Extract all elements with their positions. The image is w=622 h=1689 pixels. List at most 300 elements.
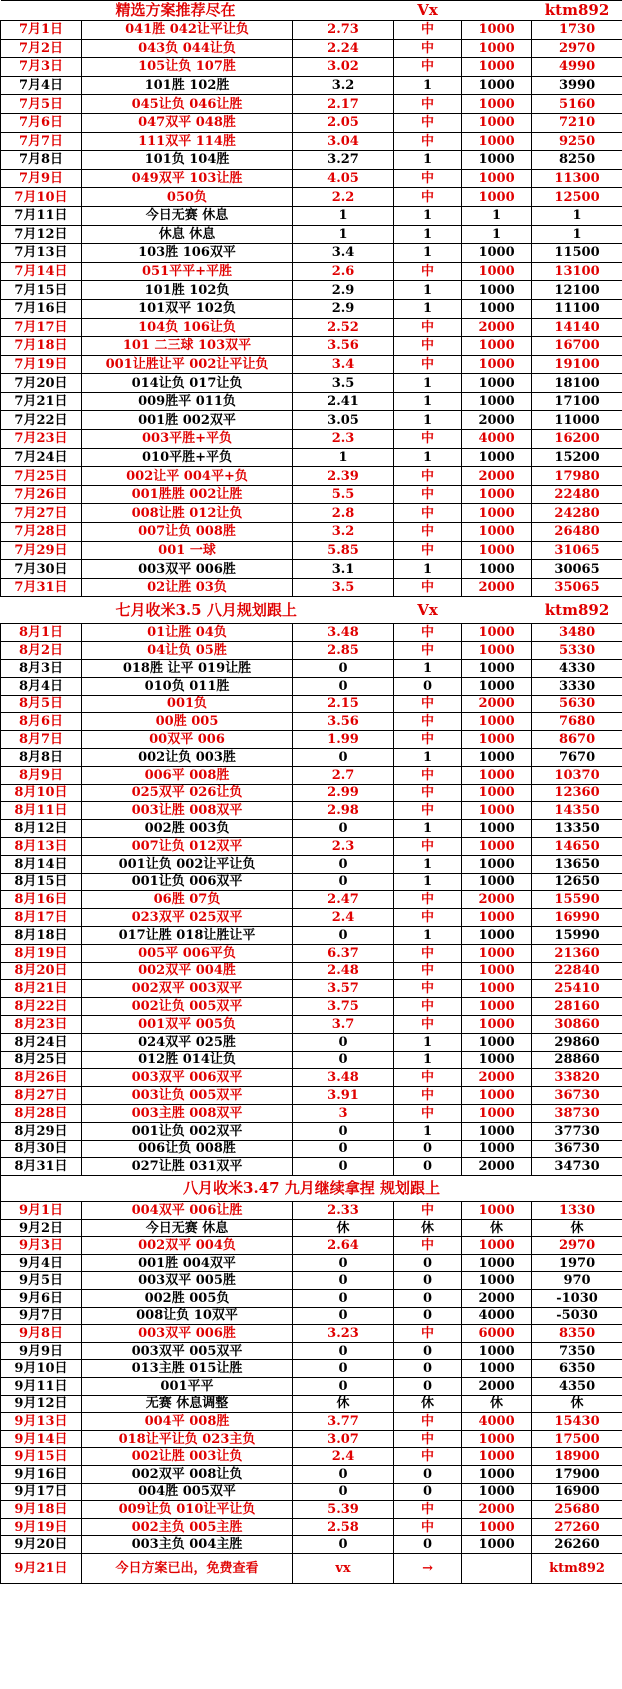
date-cell: 8月27日 <box>1 1087 82 1105</box>
stake-cell: 1000 <box>462 998 532 1016</box>
total-cell: 7210 <box>532 113 622 132</box>
odds-cell: 2.52 <box>293 318 394 337</box>
table-row <box>1 188 622 207</box>
stake-cell: 1000 <box>462 873 532 891</box>
date-cell: 7月4日 <box>1 76 82 95</box>
odds-cell: 0 <box>293 1254 394 1272</box>
stake-cell: 4000 <box>462 1413 532 1431</box>
table-row <box>1 909 622 927</box>
header-title: 八月收米3.47 九月继续拿捏 规划跟上 <box>1 1176 622 1202</box>
header-id: ktm892 <box>532 597 622 624</box>
odds-cell: 0 <box>293 1342 394 1360</box>
stake-cell: 1000 <box>462 113 532 132</box>
date-cell: 8月30日 <box>1 1140 82 1158</box>
total-cell: 14350 <box>532 802 622 820</box>
result-cell: 休 <box>394 1395 462 1413</box>
odds-cell: 3.5 <box>293 578 394 597</box>
stake-cell: 1000 <box>462 21 532 40</box>
pick-cell: 01让胜 04负 <box>82 624 293 642</box>
table-row <box>1 1413 622 1431</box>
date-cell: 9月2日 <box>1 1219 82 1237</box>
odds-cell: 0 <box>293 1158 394 1176</box>
total-cell: 10370 <box>532 766 622 784</box>
stake-cell: 1000 <box>462 1122 532 1140</box>
pick-cell: 047双平 048胜 <box>82 113 293 132</box>
table-row <box>1 802 622 820</box>
stake-cell: 1000 <box>462 926 532 944</box>
pick-cell: 002双平 008让负 <box>82 1466 293 1484</box>
date-cell: 8月23日 <box>1 1015 82 1033</box>
result-cell: 中 <box>394 541 462 560</box>
date-cell: 8月7日 <box>1 731 82 749</box>
table-row <box>1 1087 622 1105</box>
total-cell: 6350 <box>532 1360 622 1378</box>
odds-cell: 2.3 <box>293 837 394 855</box>
total-cell: 36730 <box>532 1087 622 1105</box>
result-cell: 中 <box>394 95 462 114</box>
pick-cell: 007让负 012双平 <box>82 837 293 855</box>
odds-cell: 0 <box>293 1466 394 1484</box>
date-cell: 8月16日 <box>1 891 82 909</box>
total-cell: 15200 <box>532 448 622 467</box>
result-cell: 中 <box>394 1015 462 1033</box>
stake-cell: 1000 <box>462 784 532 802</box>
table-row <box>1 1158 622 1176</box>
pick-cell: 001胜 002双平 <box>82 411 293 430</box>
total-cell: 15990 <box>532 926 622 944</box>
result-cell: 中 <box>394 1430 462 1448</box>
date-cell: 8月4日 <box>1 677 82 695</box>
date-cell: 7月7日 <box>1 132 82 151</box>
stake-cell: 1000 <box>462 299 532 318</box>
result-cell: 1 <box>394 448 462 467</box>
odds-cell: 5.5 <box>293 485 394 504</box>
odds-cell: 3.07 <box>293 1430 394 1448</box>
pick-cell: 001双平 005负 <box>82 1015 293 1033</box>
stake-cell: 2000 <box>462 1158 532 1176</box>
stake-cell: 1000 <box>462 132 532 151</box>
result-cell: 中 <box>394 980 462 998</box>
pick-cell: 004双平 006让胜 <box>82 1202 293 1220</box>
result-cell: 0 <box>394 1307 462 1325</box>
total-cell: 19100 <box>532 355 622 374</box>
stake-cell: 2000 <box>462 578 532 597</box>
odds-cell: 0 <box>293 873 394 891</box>
pick-cell: 02让胜 03负 <box>82 578 293 597</box>
pick-cell: 006让负 008胜 <box>82 1140 293 1158</box>
result-cell: 中 <box>394 39 462 58</box>
total-cell: -5030 <box>532 1307 622 1325</box>
stake-cell: 1 <box>462 225 532 244</box>
table-row <box>1 962 622 980</box>
total-cell: 18900 <box>532 1448 622 1466</box>
date-cell: 9月21日 <box>1 1553 82 1583</box>
date-cell: 9月9日 <box>1 1342 82 1360</box>
date-cell: 8月1日 <box>1 624 82 642</box>
stake-cell: 1000 <box>462 76 532 95</box>
result-cell: 中 <box>394 802 462 820</box>
total-cell: 16700 <box>532 337 622 356</box>
footer-row <box>1 1553 622 1583</box>
result-cell: 中 <box>394 1501 462 1519</box>
result-cell: 1 <box>394 926 462 944</box>
result-cell: 休 <box>394 1219 462 1237</box>
pick-cell: 004平 008胜 <box>82 1413 293 1431</box>
result-cell: 0 <box>394 1360 462 1378</box>
pick-cell: 003让胜 008双平 <box>82 802 293 820</box>
date-cell: 9月1日 <box>1 1202 82 1220</box>
total-cell: 14650 <box>532 837 622 855</box>
stake-cell: 1000 <box>462 1104 532 1122</box>
date-cell: 7月28日 <box>1 523 82 542</box>
odds-cell: 2.48 <box>293 962 394 980</box>
odds-cell: 2.39 <box>293 467 394 486</box>
odds-cell: 3.48 <box>293 1069 394 1087</box>
stake-cell: 1000 <box>462 169 532 188</box>
odds-cell: 0 <box>293 1140 394 1158</box>
date-cell: 7月20日 <box>1 374 82 393</box>
pick-cell: 023双平 025双平 <box>82 909 293 927</box>
odds-cell: 2.9 <box>293 281 394 300</box>
total-cell: 18100 <box>532 374 622 393</box>
result-cell: 中 <box>394 188 462 207</box>
result-cell: 1 <box>394 299 462 318</box>
pick-cell: 休息 休息 <box>82 225 293 244</box>
section-header <box>1 1 622 21</box>
result-cell: 中 <box>394 1448 462 1466</box>
stake-cell: 1000 <box>462 448 532 467</box>
table-row <box>1 1395 622 1413</box>
odds-cell: 2.47 <box>293 891 394 909</box>
odds-cell: 3.91 <box>293 1087 394 1105</box>
date-cell: 7月16日 <box>1 299 82 318</box>
total-cell: 11100 <box>532 299 622 318</box>
odds-cell: 1.99 <box>293 731 394 749</box>
date-cell: 9月15日 <box>1 1448 82 1466</box>
stake-cell: 6000 <box>462 1325 532 1343</box>
pick-cell: 010平胜+平负 <box>82 448 293 467</box>
odds-cell: 0 <box>293 1272 394 1290</box>
date-cell: 8月10日 <box>1 784 82 802</box>
total-cell: 30065 <box>532 560 622 579</box>
total-cell: 17500 <box>532 1430 622 1448</box>
total-cell: 休 <box>532 1395 622 1413</box>
table-row <box>1 374 622 393</box>
stake-cell: 2000 <box>462 695 532 713</box>
stake-cell: 休 <box>462 1219 532 1237</box>
odds-cell: 3.56 <box>293 713 394 731</box>
table-row <box>1 1307 622 1325</box>
total-cell: 9250 <box>532 132 622 151</box>
pick-cell: 001让负 002双平 <box>82 1122 293 1140</box>
table-row <box>1 39 622 58</box>
result-cell: 中 <box>394 485 462 504</box>
result-cell: 中 <box>394 784 462 802</box>
result-cell: 中 <box>394 1518 462 1536</box>
stake-cell: 1000 <box>462 624 532 642</box>
pick-cell: 001让负 002让平让负 <box>82 855 293 873</box>
date-cell: 9月3日 <box>1 1237 82 1255</box>
odds-cell: 5.39 <box>293 1501 394 1519</box>
result-cell: 0 <box>394 1140 462 1158</box>
table-row <box>1 1466 622 1484</box>
vx-cell: vx <box>293 1553 394 1583</box>
total-cell: 5330 <box>532 642 622 660</box>
pick-cell: 041胜 042让平让负 <box>82 21 293 40</box>
result-cell: 中 <box>394 523 462 542</box>
result-cell: 1 <box>394 411 462 430</box>
table-row <box>1 151 622 170</box>
pick-cell: 105让负 107胜 <box>82 58 293 77</box>
odds-cell: 0 <box>293 1122 394 1140</box>
pick-cell: 001让负 006双平 <box>82 873 293 891</box>
result-cell: 中 <box>394 113 462 132</box>
table-row <box>1 944 622 962</box>
stake-cell: 2000 <box>462 467 532 486</box>
result-cell: 0 <box>394 1483 462 1501</box>
pick-cell: 101胜 102胜 <box>82 76 293 95</box>
date-cell: 8月17日 <box>1 909 82 927</box>
date-cell: 8月25日 <box>1 1051 82 1069</box>
result-cell: 中 <box>394 262 462 281</box>
date-cell: 7月17日 <box>1 318 82 337</box>
table-row <box>1 1430 622 1448</box>
table-row <box>1 713 622 731</box>
stake-cell: 1000 <box>462 95 532 114</box>
result-cell: 中 <box>394 891 462 909</box>
total-cell: 4330 <box>532 660 622 678</box>
result-cell: 中 <box>394 731 462 749</box>
stake-cell: 1000 <box>462 660 532 678</box>
total-cell: 24280 <box>532 504 622 523</box>
total-cell: 休 <box>532 1219 622 1237</box>
total-cell: 26480 <box>532 523 622 542</box>
table-row <box>1 560 622 579</box>
date-cell: 7月27日 <box>1 504 82 523</box>
date-cell: 8月22日 <box>1 998 82 1016</box>
odds-cell: 0 <box>293 660 394 678</box>
stake-cell: 1000 <box>462 855 532 873</box>
result-cell: 0 <box>394 1254 462 1272</box>
odds-cell: 0 <box>293 677 394 695</box>
odds-cell: 2.98 <box>293 802 394 820</box>
total-cell: 11000 <box>532 411 622 430</box>
stake-cell: 1000 <box>462 281 532 300</box>
table-row <box>1 1518 622 1536</box>
result-cell: 中 <box>394 909 462 927</box>
odds-cell: 2.73 <box>293 21 394 40</box>
date-cell: 9月11日 <box>1 1378 82 1396</box>
header-vx: Vx <box>394 1 462 21</box>
pick-cell: 001 一球 <box>82 541 293 560</box>
date-cell: 7月11日 <box>1 206 82 225</box>
odds-cell: 1 <box>293 448 394 467</box>
table-row <box>1 206 622 225</box>
table-row <box>1 1051 622 1069</box>
stake-cell: 1000 <box>462 58 532 77</box>
total-cell: 30860 <box>532 1015 622 1033</box>
stake-cell: 2000 <box>462 318 532 337</box>
result-cell: 1 <box>394 560 462 579</box>
total-cell: 13650 <box>532 855 622 873</box>
pick-cell: 002双平 003双平 <box>82 980 293 998</box>
table-row <box>1 1104 622 1122</box>
stake-cell: 1000 <box>462 1483 532 1501</box>
stake-cell: 1000 <box>462 151 532 170</box>
result-cell: 1 <box>394 225 462 244</box>
stake-cell: 2000 <box>462 1378 532 1396</box>
odds-cell: 3.1 <box>293 560 394 579</box>
table-row <box>1 523 622 542</box>
odds-cell: 0 <box>293 1051 394 1069</box>
stake-cell: 2000 <box>462 1069 532 1087</box>
date-cell: 8月13日 <box>1 837 82 855</box>
pick-cell: 104负 106让负 <box>82 318 293 337</box>
result-cell: 1 <box>394 1051 462 1069</box>
odds-cell: 2.85 <box>293 642 394 660</box>
pick-cell: 002胜 003负 <box>82 820 293 838</box>
empty-cell <box>462 1553 532 1583</box>
header-title: 精选方案推荐尽在 <box>1 1 394 21</box>
total-cell: 1730 <box>532 21 622 40</box>
stake-cell: 1000 <box>462 1254 532 1272</box>
pick-cell: 001让胜让平 002让平让负 <box>82 355 293 374</box>
stake-cell: 1000 <box>462 244 532 263</box>
table-row <box>1 355 622 374</box>
stake-cell: 1000 <box>462 1087 532 1105</box>
table-row <box>1 541 622 560</box>
date-cell: 9月14日 <box>1 1430 82 1448</box>
stake-cell: 1000 <box>462 802 532 820</box>
result-cell: 中 <box>394 337 462 356</box>
odds-cell: 2.8 <box>293 504 394 523</box>
stake-cell: 1000 <box>462 837 532 855</box>
date-cell: 7月21日 <box>1 392 82 411</box>
pick-cell: 002双平 004胜 <box>82 962 293 980</box>
date-cell: 7月10日 <box>1 188 82 207</box>
pick-cell: 111双平 114胜 <box>82 132 293 151</box>
total-cell: 22840 <box>532 962 622 980</box>
stake-cell: 1000 <box>462 909 532 927</box>
pick-cell: 002主负 005主胜 <box>82 1518 293 1536</box>
stake-cell: 1000 <box>462 1033 532 1051</box>
date-cell: 8月24日 <box>1 1033 82 1051</box>
table-row <box>1 980 622 998</box>
odds-cell: 0 <box>293 748 394 766</box>
pick-cell: 009让负 010让平让负 <box>82 1501 293 1519</box>
pick-cell: 050负 <box>82 188 293 207</box>
total-cell: 15430 <box>532 1413 622 1431</box>
result-cell: 1 <box>394 748 462 766</box>
total-cell: 11500 <box>532 244 622 263</box>
total-cell: 14140 <box>532 318 622 337</box>
stake-cell: 1000 <box>462 392 532 411</box>
odds-cell: 2.15 <box>293 695 394 713</box>
pick-cell: 003双平 005双平 <box>82 1342 293 1360</box>
table-row <box>1 677 622 695</box>
result-cell: 中 <box>394 1104 462 1122</box>
date-cell: 7月1日 <box>1 21 82 40</box>
total-cell: 28160 <box>532 998 622 1016</box>
table-row <box>1 1237 622 1255</box>
total-cell: 1 <box>532 206 622 225</box>
stake-cell: 1000 <box>462 374 532 393</box>
result-cell: 中 <box>394 1069 462 1087</box>
odds-cell: 2.7 <box>293 766 394 784</box>
pick-cell: 101胜 102负 <box>82 281 293 300</box>
date-cell: 8月29日 <box>1 1122 82 1140</box>
table-row <box>1 837 622 855</box>
table-row <box>1 337 622 356</box>
table-row <box>1 1254 622 1272</box>
pick-cell: 009胜平 011负 <box>82 392 293 411</box>
date-cell: 7月12日 <box>1 225 82 244</box>
odds-cell: 2.05 <box>293 113 394 132</box>
pick-cell: 024双平 025胜 <box>82 1033 293 1051</box>
result-cell: 1 <box>394 1033 462 1051</box>
stake-cell: 1000 <box>462 1237 532 1255</box>
pick-cell: 008让胜 012让负 <box>82 504 293 523</box>
odds-cell: 1 <box>293 225 394 244</box>
date-cell: 8月8日 <box>1 748 82 766</box>
odds-cell: 0 <box>293 1536 394 1554</box>
date-cell: 7月18日 <box>1 337 82 356</box>
stake-cell: 1000 <box>462 748 532 766</box>
date-cell: 7月23日 <box>1 430 82 449</box>
pick-cell: 002让平 004平+负 <box>82 467 293 486</box>
table-row <box>1 998 622 1016</box>
result-cell: 中 <box>394 837 462 855</box>
total-cell: 5630 <box>532 695 622 713</box>
stake-cell: 1000 <box>462 523 532 542</box>
odds-cell: 2.33 <box>293 1202 394 1220</box>
pick-cell: 无赛 休息调整 <box>82 1395 293 1413</box>
stake-cell: 1000 <box>462 713 532 731</box>
odds-cell: 0 <box>293 1483 394 1501</box>
result-cell: 1 <box>394 151 462 170</box>
date-cell: 9月8日 <box>1 1325 82 1343</box>
odds-cell: 0 <box>293 820 394 838</box>
table-row <box>1 642 622 660</box>
stake-cell: 1000 <box>462 1140 532 1158</box>
table-row <box>1 1140 622 1158</box>
pick-cell: 001胜胜 002让胜 <box>82 485 293 504</box>
table-row <box>1 784 622 802</box>
stake-cell: 1000 <box>462 642 532 660</box>
total-cell: 13100 <box>532 262 622 281</box>
date-cell: 9月6日 <box>1 1290 82 1308</box>
date-cell: 9月5日 <box>1 1272 82 1290</box>
pick-cell: 010负 011胜 <box>82 677 293 695</box>
table-row <box>1 113 622 132</box>
pick-cell: 051平平+平胜 <box>82 262 293 281</box>
result-cell: 中 <box>394 169 462 188</box>
total-cell: 36730 <box>532 1140 622 1158</box>
date-cell: 7月25日 <box>1 467 82 486</box>
date-cell: 7月13日 <box>1 244 82 263</box>
odds-cell: 5.85 <box>293 541 394 560</box>
date-cell: 8月19日 <box>1 944 82 962</box>
result-cell: 中 <box>394 1413 462 1431</box>
date-cell: 8月18日 <box>1 926 82 944</box>
table-row <box>1 578 622 597</box>
result-cell: 1 <box>394 76 462 95</box>
odds-cell: 3.5 <box>293 374 394 393</box>
stake-cell: 2000 <box>462 891 532 909</box>
table-row <box>1 411 622 430</box>
odds-cell: 3.05 <box>293 411 394 430</box>
odds-cell: 0 <box>293 1290 394 1308</box>
